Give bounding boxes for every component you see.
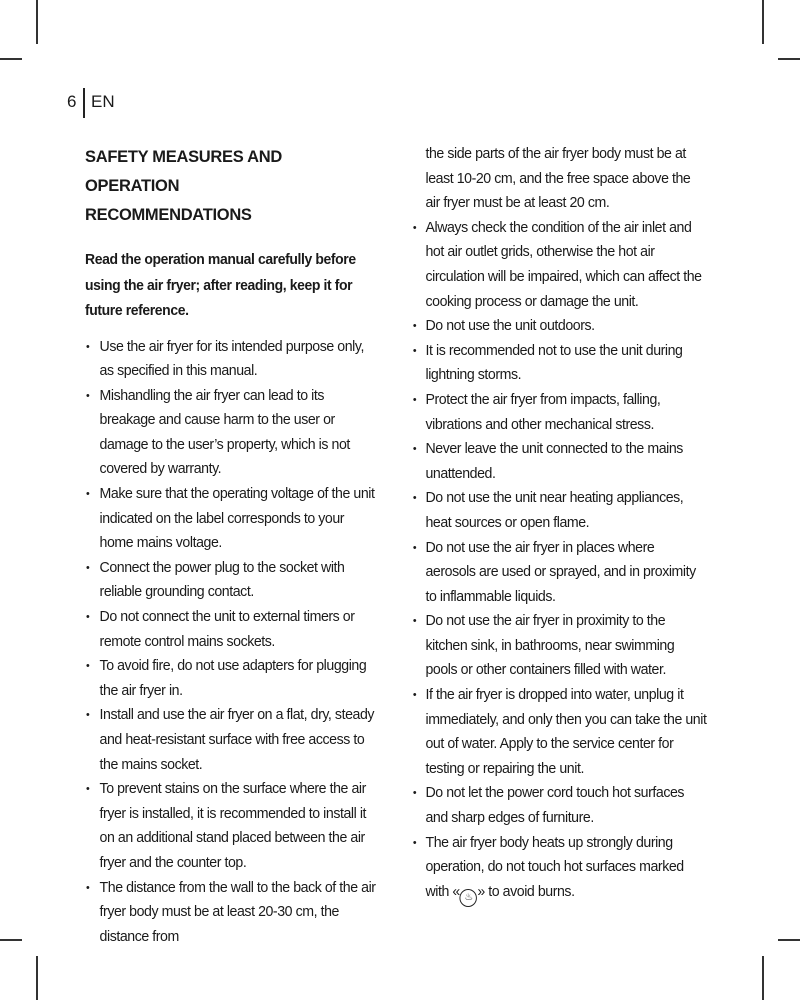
right-column	[409, 142, 708, 907]
list-item: • Do not use the unit near heating appliances, heat sources or open flame.	[409, 486, 708, 535]
crop-mark	[36, 0, 38, 44]
list-item: • Install and use the air fryer on a flat, dry, steady and heat-resistant surface with free access to the mains socket.	[85, 703, 376, 777]
list-item: • Make sure that the operating voltage of the unit indicated on the label corresponds to your home mains voltage.	[85, 482, 376, 556]
section-title	[85, 142, 376, 229]
list-item-text: » to avoid burns.	[477, 883, 575, 900]
crop-mark	[778, 58, 800, 60]
crop-mark	[0, 58, 22, 60]
list-item: • Do not use the air fryer in places where aerosols are used or sprayed, and in proximity to inflammable liquids.	[409, 536, 708, 610]
list-item	[409, 831, 708, 907]
list-item: • To avoid fire, do not use adapters for plugging the air fryer in.	[85, 654, 376, 703]
list-item: • Do not connect the unit to external timers or remote control mains sockets.	[85, 605, 376, 654]
crop-mark	[762, 956, 764, 1000]
hot-surface-icon: ♨	[460, 889, 477, 907]
safety-list-right	[409, 216, 708, 907]
crop-mark	[778, 939, 800, 941]
list-item: • To prevent stains on the surface where the air fryer is installed, it is recommended to install it on an additional stand placed between the air fryer and the counter top.	[85, 777, 376, 875]
list-item: • Do not use the air fryer in proximity to the kitchen sink, in bathrooms, near swimming pools or other containers filled with water.	[409, 609, 708, 683]
crop-mark	[36, 956, 38, 1000]
safety-list-left	[85, 335, 376, 950]
section-title-line: RECOMMENDATIONS	[85, 205, 252, 224]
section-title-line: SAFETY MEASURES AND OPERATION	[85, 147, 282, 195]
list-item: • Never leave the unit connected to the mains unattended.	[409, 437, 708, 486]
list-item: • It is recommended not to use the unit during lightning storms.	[409, 339, 708, 388]
list-item: • Use the air fryer for its intended purpose only, as specified in this manual.	[85, 335, 376, 384]
language-code: EN	[91, 92, 115, 111]
list-item: • Mishandling the air fryer can lead to its breakage and cause harm to the user or damage to the user’s property, which is not covered by warranty.	[85, 384, 376, 482]
left-column	[85, 142, 376, 949]
list-item: • Do not use the unit outdoors.	[409, 314, 708, 339]
list-item: • Do not let the power cord touch hot surfaces and sharp edges of furniture.	[409, 781, 708, 830]
list-item: • If the air fryer is dropped into water, unplug it immediately, and only then you can take the unit out of water. Apply to the service center for testing or repairing the unit.	[409, 683, 708, 781]
list-item-text: The air fryer body heats up strongly during operation, do not touch hot surfaces marked with «	[425, 834, 684, 900]
list-item: • Connect the power plug to the socket with reliable grounding contact.	[85, 556, 376, 605]
page-number: 6	[67, 92, 77, 111]
intro-text: Read the operation manual carefully before using the air fryer; after reading, keep it for future reference.	[85, 252, 356, 319]
list-item-continuation: the side parts of the air fryer body must be at least 10-20 cm, and the free space above the air fryer must be at least 20 cm.	[425, 146, 691, 212]
list-item: • Always check the condition of the air inlet and hot air outlet grids, otherwise the hot air circulation will be impaired, which can affect the cooking process or damage the unit.	[409, 216, 708, 314]
list-item: • Protect the air fryer from impacts, falling, vibrations and other mechanical stress.	[409, 388, 708, 437]
crop-mark	[762, 0, 764, 44]
list-item: • The distance from the wall to the back of the air fryer body must be at least 20-30 cm, the distance from	[85, 876, 376, 950]
header-divider	[83, 88, 85, 118]
crop-mark	[0, 939, 22, 941]
